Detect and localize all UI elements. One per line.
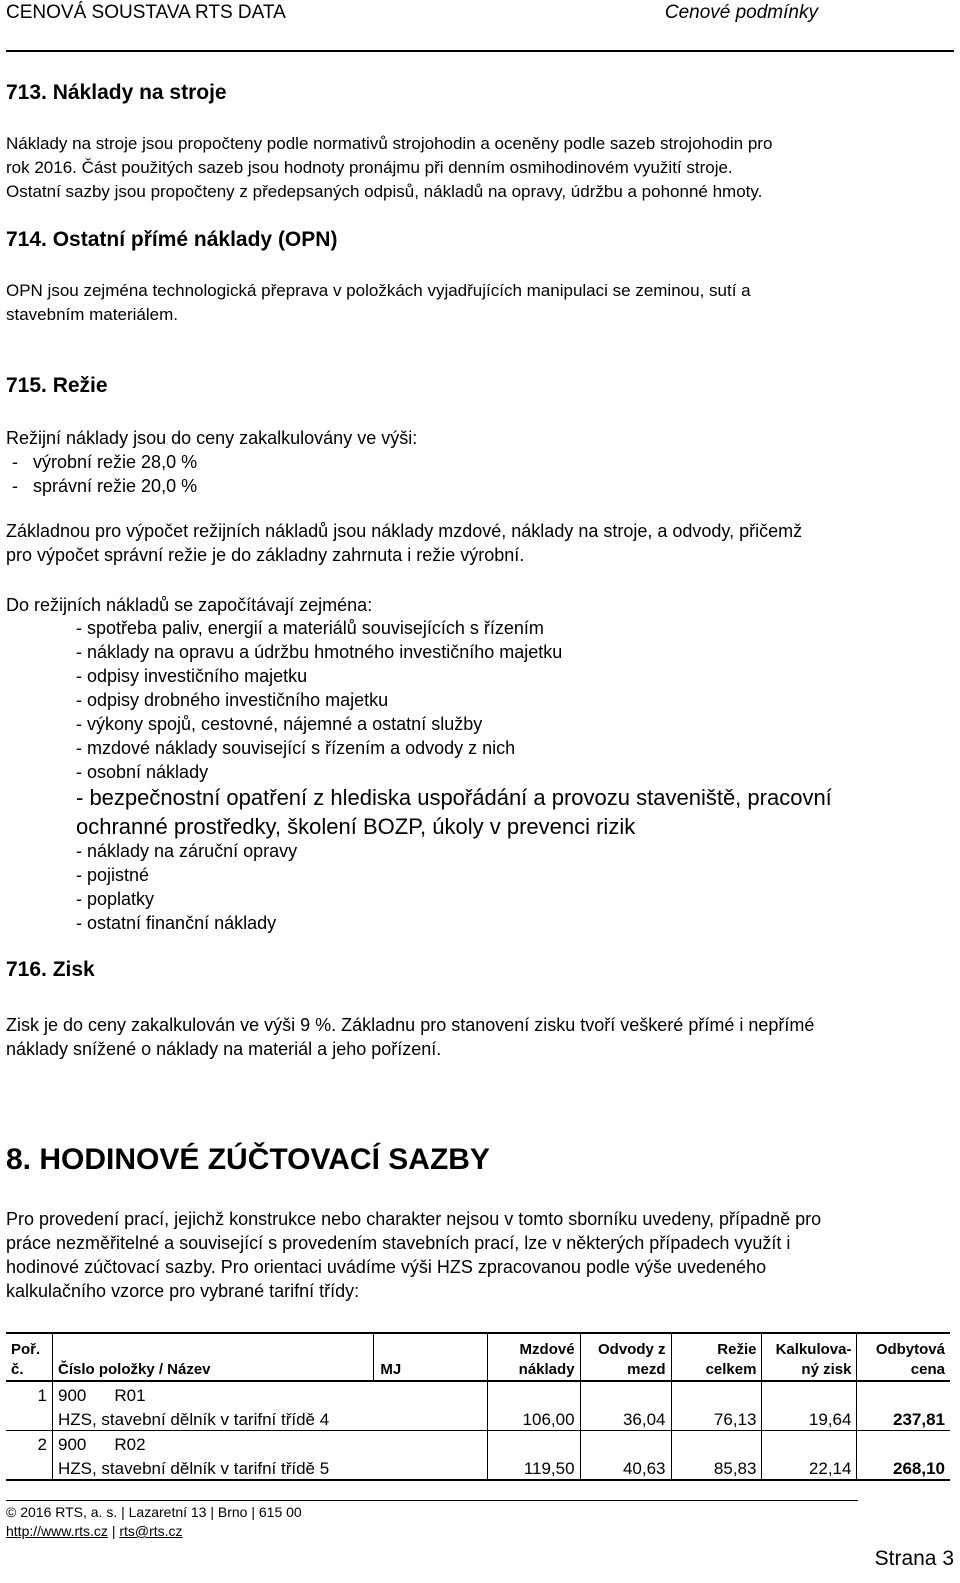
item-name: HZS, stavební dělník v tarifní třídě 4	[52, 1406, 487, 1431]
cell-rezie: 76,13	[671, 1406, 762, 1431]
paragraph-714	[6, 279, 751, 327]
item-text: R01	[114, 1386, 146, 1405]
heading-716: 716. Zisk	[6, 958, 95, 981]
header-title: CENOVÁ SOUSTAVA RTS DATA	[6, 2, 286, 23]
heading-713: 713. Náklady na stroje	[6, 81, 227, 104]
row-number: 1	[6, 1381, 52, 1406]
list-item: - spotřeba paliv, energií a materiálů souvisejících s řízením	[76, 618, 544, 638]
cell-rezie: 85,83	[671, 1455, 762, 1480]
code-text: 900	[57, 1435, 87, 1454]
list-item: - odpisy investičního majetku	[76, 666, 308, 686]
col-header-cena	[857, 1333, 950, 1381]
code-text: 900	[57, 1386, 87, 1405]
list-item: - náklady na opravu a údržbu hmotného investičního majetku	[76, 642, 563, 662]
paragraph-715-basis	[6, 519, 802, 567]
text-line: pro výpočet správní režie je do základny zahrnuta i režie výrobní.	[6, 545, 525, 565]
text-line: Zisk je do ceny zakalkulován ve výši 9 %. Základnu pro stanovení zisku tvoří veškeré přímé i nepřímé	[6, 1015, 815, 1035]
cell-odvody: 36,04	[580, 1406, 671, 1431]
footer-separator: |	[111, 1523, 116, 1539]
overhead-list-a	[76, 616, 562, 784]
cell-odvody: 40,63	[580, 1455, 671, 1480]
col-header-mj	[374, 1333, 487, 1381]
text-line: náklady snížené o náklady na materiál a jeho pořízení.	[6, 1039, 442, 1059]
list-item: - náklady na záruční opravy	[76, 841, 298, 861]
heading-8: 8. HODINOVÉ ZÚČTOVACÍ SAZBY	[6, 1143, 490, 1176]
paragraph-713	[6, 132, 772, 204]
text-line: práce nezměřitelné a související s provedením stavebních prací, lze v některých případech využít i	[6, 1233, 791, 1253]
header-text: Kalkulova-	[775, 1341, 852, 1358]
list-item: - výrobní režie 28,0 %	[12, 452, 198, 472]
text-line: hodinové zúčtovací sazby. Pro orientaci uvádíme výši HZS zpracovanou podle výše uvedeného	[6, 1257, 767, 1277]
list-item: - mzdové náklady související s řízením a odvody z nich	[76, 738, 516, 758]
paragraph-715-rates	[6, 426, 417, 498]
cell-cena: 268,10	[893, 1459, 945, 1478]
overhead-intro: Do režijních nákladů se započítávají zejména:	[6, 595, 373, 615]
header-text: Číslo položky / Název	[57, 1361, 211, 1378]
text-line: stavebním materiálem.	[6, 305, 178, 324]
item-code	[52, 1431, 487, 1456]
header-text: Odvody z	[597, 1341, 666, 1358]
list-item: - bezpečnostní opatření z hlediska uspořádání a provozu staveniště, pracovní	[76, 785, 832, 810]
email-link[interactable]: rts@rts.cz	[119, 1523, 183, 1539]
row-number: 2	[6, 1431, 52, 1456]
col-header-rezie	[671, 1333, 762, 1381]
header-text: náklady	[518, 1361, 575, 1378]
footer-links	[6, 1523, 183, 1539]
header-text: celkem	[705, 1361, 757, 1378]
col-header-kalk	[762, 1333, 857, 1381]
list-item: - poplatky	[76, 889, 155, 909]
heading-714: 714. Ostatní přímé náklady (OPN)	[6, 228, 338, 251]
header-text: Režie	[717, 1341, 757, 1358]
text-line: Ostatní sazby jsou propočteny z předepsaných odpisů, nákladů na opravy, údržbu a pohonné hmoty.	[6, 182, 763, 201]
list-item: - ostatní finanční náklady	[76, 913, 277, 933]
header-divider	[6, 50, 954, 52]
text-line: Základnou pro výpočet režijních nákladů jsou náklady mzdové, náklady na stroje, a odvody, přičemž	[6, 521, 803, 541]
text-line: Režijní náklady jsou do ceny zakalkulovány ve výši:	[6, 428, 418, 448]
text-line: kalkulačního vzorce pro vybrané tarifní třídy:	[6, 1281, 360, 1301]
hzs-table	[6, 1332, 950, 1481]
page-number: Strana 3	[874, 1547, 954, 1570]
list-item: ochranné prostředky, školení BOZP, úkoly v prevenci rizik	[76, 814, 636, 839]
heading-715: 715. Režie	[6, 374, 108, 397]
table-row	[6, 1455, 950, 1480]
header-text: Odbytová	[875, 1341, 945, 1358]
list-item: - správní režie 20,0 %	[12, 476, 198, 496]
list-item: - osobní náklady	[76, 762, 209, 782]
cell-mzdove: 106,00	[487, 1406, 580, 1431]
header-text: cena	[910, 1361, 945, 1378]
cell-zisk: 22,14	[762, 1455, 857, 1480]
text-line: rok 2016. Část použitých sazeb jsou hodnoty pronájmu při denním osmihodinovém využití stroje.	[6, 158, 733, 177]
cell-zisk: 19,64	[762, 1406, 857, 1431]
list-item: - odpisy drobného investičního majetku	[76, 690, 389, 710]
table-header-row	[6, 1333, 950, 1381]
text-line: Pro provedení prací, jejichž konstrukce nebo charakter nejsou v tomto sborníku uvedeny, případně pro	[6, 1209, 822, 1229]
text-line: OPN jsou zejména technologická přeprava v položkách vyjadřujících manipulaci se zeminou, sutí a	[6, 281, 751, 300]
header-text: mezd	[627, 1361, 666, 1378]
text-line: Náklady na stroje jsou propočteny podle normativů strojohodin a oceněny podle sazeb strojohodin pro	[6, 134, 773, 153]
col-header-name	[52, 1333, 373, 1381]
footer-divider	[6, 1500, 858, 1501]
header-text: Mzdové	[519, 1341, 575, 1358]
item-name: HZS, stavební dělník v tarifní třídě 5	[52, 1455, 487, 1480]
col-header-odvody	[580, 1333, 671, 1381]
col-header-por	[6, 1333, 52, 1381]
col-header-mzdove	[487, 1333, 580, 1381]
item-text: R02	[114, 1435, 146, 1454]
list-item: - výkony spojů, cestovné, nájemné a ostatní služby	[76, 714, 483, 734]
overhead-list-b	[76, 839, 297, 935]
list-item: - pojistné	[76, 865, 150, 885]
header-text: ný zisk	[801, 1361, 852, 1378]
header-text: Poř.	[11, 1341, 41, 1358]
table-row	[6, 1381, 950, 1406]
header-text: č.	[11, 1361, 24, 1378]
cell-cena: 237,81	[893, 1410, 945, 1429]
cell-mzdove: 119,50	[487, 1455, 580, 1480]
header-text: MJ	[380, 1361, 402, 1378]
item-code	[52, 1381, 487, 1406]
paragraph-716	[6, 1013, 814, 1061]
table-row	[6, 1406, 950, 1431]
overhead-list-big	[76, 783, 832, 841]
website-link[interactable]: http://www.rts.cz	[6, 1523, 108, 1539]
header-section: Cenové podmínky	[664, 2, 818, 23]
footer-address: © 2016 RTS, a. s. | Lazaretní 13 | Brno | 615 00	[6, 1504, 302, 1520]
table-row	[6, 1431, 950, 1456]
paragraph-8	[6, 1207, 821, 1303]
